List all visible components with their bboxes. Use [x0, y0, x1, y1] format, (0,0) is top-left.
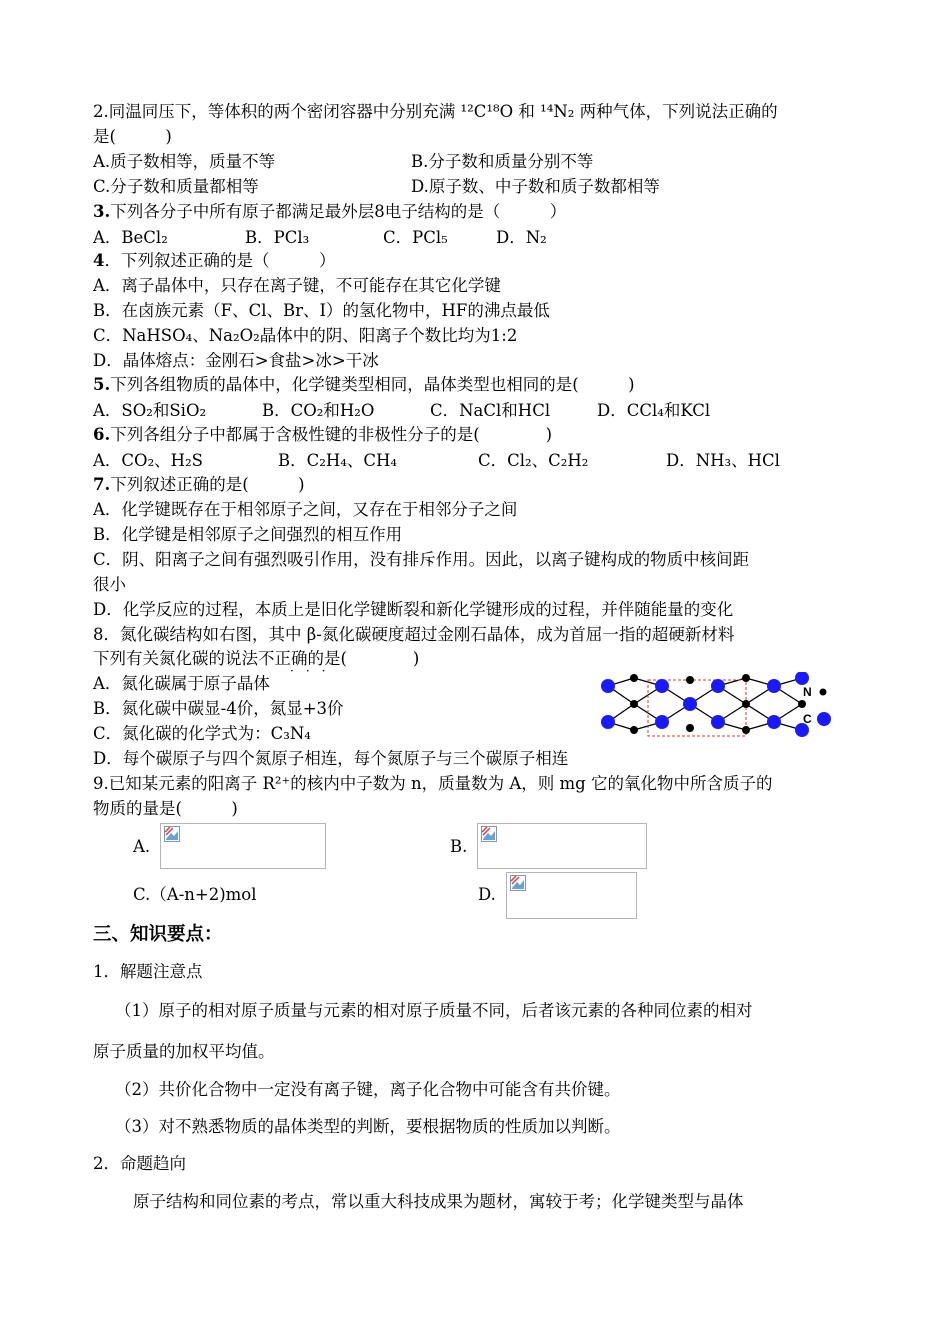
q9-stem-line1: 9.已知某元素的阳离子 R²⁺的核内中子数为 n，质量数为 A，则 mg 它的氧化物中所含质子的 — [93, 774, 773, 793]
q5-option-c: C．NaCl和HCl — [430, 401, 551, 420]
q8-stem-line1: 8．氮化碳结构如右图，其中 β-氮化碳硬度超过金刚石晶体，成为首屈一指的超硬新材料 — [93, 625, 735, 644]
q5-option-d: D．CCl₄和KCl — [597, 401, 711, 420]
q6-stem — [93, 424, 552, 446]
legend-marker-n — [820, 689, 827, 696]
q7-option-c-line1: C．阴、阳离子之间有强烈吸引作用，没有排斥作用。因此，以离子键构成的物质中核间距 — [93, 550, 750, 569]
q8-option-a: A．氮化碳属于原子晶体 — [93, 674, 270, 693]
q6-option-d: D．NH₃、HCl — [666, 451, 780, 470]
legend-label-n: N — [803, 685, 812, 699]
q7-number: 7. — [93, 475, 111, 494]
q3-number: 3. — [93, 202, 111, 221]
broken-image-icon — [481, 826, 497, 842]
q3-option-c: C．PCl₅ — [383, 228, 448, 247]
q6-stem-text: 下列各组分子中都属于含极性键的非极性分子的是( ) — [110, 425, 553, 444]
q7-option-a: A．化学键既存在于相邻原子之间，又存在于相邻分子之间 — [93, 500, 518, 519]
q5-stem-text: 下列各组物质的晶体中，化学键类型相同，晶体类型也相同的是( ) — [110, 375, 635, 394]
q3-stem — [93, 201, 566, 223]
q3-option-a: A．BeCl₂ — [93, 228, 168, 247]
q2-option-a: A.质子数相等，质量不等 — [93, 152, 276, 171]
q4-option-c: C．NaHSO₄、Na₂O₂晶体中的阴、阳离子个数比均为1:2 — [93, 326, 518, 345]
q9-option-d-image-box — [506, 872, 637, 919]
q6-option-b: B．C₂H₄、CH₄ — [278, 451, 397, 470]
q4-option-a: A．离子晶体中，只存在离子键，不可能存在其它化学键 — [93, 276, 501, 295]
q5-stem — [93, 374, 635, 396]
q7-option-b: B．化学键是相邻原子之间强烈的相互作用 — [93, 525, 403, 544]
q4-stem — [93, 250, 335, 272]
q9-option-b-image-box — [477, 823, 647, 869]
q7-stem — [93, 474, 305, 496]
q9-stem-line2: 物质的量是( ) — [93, 799, 238, 818]
legend-marker-c — [817, 712, 831, 726]
q9-option-a-label: A. — [133, 837, 151, 856]
q9-option-b-label: B. — [450, 837, 468, 856]
q2-stem-line2: 是( ) — [93, 127, 172, 146]
q6-option-a: A．CO₂、H₂S — [93, 451, 203, 470]
note-2: （2）共价化合物中一定没有离子键，离子化合物中可能含有共价键。 — [115, 1080, 621, 1099]
q4-option-b: B．在卤族元素（F、Cl、Br、I）的氢化物中，HF的沸点最低 — [93, 301, 550, 320]
note-1-line2: 原子质量的加权平均值。 — [93, 1042, 275, 1061]
subsection-1-title: 1．解题注意点 — [93, 962, 203, 981]
q2-stem-line1: 2.同温同压下，等体积的两个密闭容器中分别充满 ¹²C¹⁸O 和 ¹⁴N₂ 两种气体，下列说法正确的 — [93, 102, 778, 121]
broken-image-icon — [164, 826, 180, 842]
legend-label-c: C — [803, 712, 812, 726]
broken-image-icon — [510, 875, 526, 891]
q8-option-c: C．氮化碳的化学式为：C₃N₄ — [93, 724, 311, 743]
q3-stem-text: 下列各分子中所有原子都满足最外层8电子结构的是（ ） — [110, 202, 567, 221]
q9-option-a-image-box — [160, 823, 326, 869]
q8-stem-line2: 下列有关氮化碳的说法不正确的是( ) — [93, 649, 420, 668]
q2-option-b: B.分子数和质量分别不等 — [411, 152, 594, 171]
q6-option-c: C．Cl₂、C₂H₂ — [478, 451, 589, 470]
q4-stem-text: ．下列叙述正确的是（ ） — [104, 251, 336, 270]
q3-option-d: D．N₂ — [496, 228, 547, 247]
q5-option-a: A．SO₂和SiO₂ — [93, 401, 207, 420]
q5-option-b: B．CO₂和H₂O — [262, 401, 375, 420]
q4-option-d: D．晶体熔点：金刚石>食盐>冰>干冰 — [93, 351, 379, 370]
note-3: （3）对不熟悉物质的晶体类型的判断，要根据物质的性质加以判断。 — [115, 1117, 621, 1136]
q6-number: 6. — [93, 425, 111, 444]
emphasis-dots: ··· — [290, 664, 338, 678]
q7-option-d: D．化学反应的过程，本质上是旧化学键断裂和新化学键形成的过程，并伴随能量的变化 — [93, 600, 734, 619]
q8-option-b: B．氮化碳中碳显-4价，氮显+3价 — [93, 699, 344, 718]
q4-number: 4 — [93, 251, 105, 270]
q9-option-d-label: D. — [478, 885, 496, 904]
q7-stem-text: 下列叙述正确的是( ) — [110, 475, 305, 494]
q2-option-d: D.原子数、中子数和质子数都相等 — [411, 177, 660, 196]
note-1-line1: （1）原子的相对原子质量与元素的相对原子质量不同，后者该元素的各种同位素的相对 — [115, 1001, 753, 1020]
q3-option-b: B．PCl₃ — [245, 228, 310, 247]
q8-option-d: D．每个碳原子与四个氮原子相连，每个氮原子与三个碳原子相连 — [93, 749, 569, 768]
q5-number: 5. — [93, 375, 111, 394]
q2-option-c: C.分子数和质量都相等 — [93, 177, 259, 196]
trend-paragraph: 原子结构和同位素的考点，常以重大科技成果为题材，寓较于考；化学键类型与晶体 — [133, 1192, 744, 1211]
q7-option-c-line2: 很小 — [93, 575, 126, 594]
q9-option-c: C.（A-n+2)mol — [133, 885, 257, 904]
section-heading: 三、知识要点： — [93, 924, 223, 945]
subsection-2-title: 2．命题趋向 — [93, 1154, 186, 1173]
carbon-nitride-structure-diagram — [596, 672, 840, 744]
